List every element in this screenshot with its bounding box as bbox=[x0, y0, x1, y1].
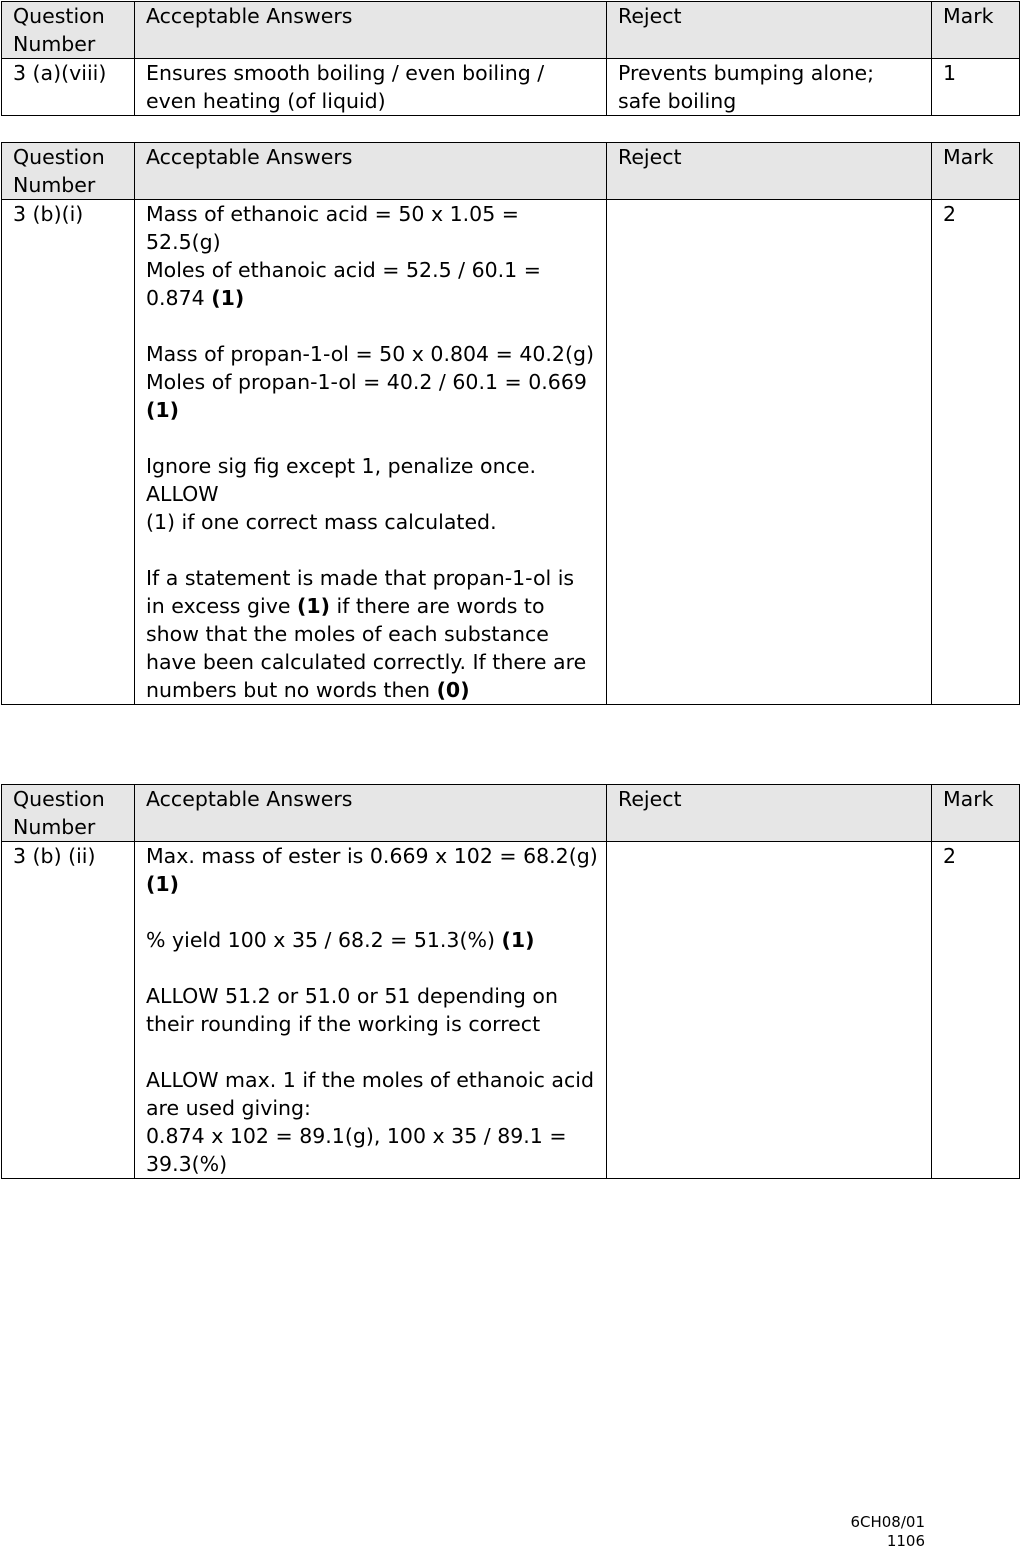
header-question-number: Question Number bbox=[2, 785, 135, 842]
mark-point: (0) bbox=[436, 678, 470, 702]
paper-code: 6CH08/01 bbox=[850, 1513, 925, 1531]
header-acceptable-answers: Acceptable Answers bbox=[135, 143, 607, 200]
answer-text: Moles of propan-1-ol = 40.2 / 60.1 = 0.669 bbox=[146, 370, 587, 394]
spacer bbox=[146, 312, 598, 340]
answer-line: (1) if one correct mass calculated. bbox=[146, 510, 497, 534]
answer-line bbox=[146, 926, 598, 954]
spacer bbox=[146, 424, 598, 452]
header-mark: Mark bbox=[932, 785, 1020, 842]
answer-line: ALLOW max. 1 if the moles of ethanoic acid are used giving: bbox=[146, 1068, 594, 1120]
reject-answer: Prevents bumping alone; safe boiling bbox=[607, 59, 932, 116]
mark-value: 2 bbox=[932, 200, 1020, 705]
header-mark: Mark bbox=[932, 2, 1020, 59]
answer-line bbox=[146, 368, 598, 424]
answer-text: Moles of ethanoic acid = 52.5 / 60.1 = 0.874 bbox=[146, 258, 541, 310]
mark-value: 2 bbox=[932, 842, 1020, 1179]
answer-text: % yield 100 x 35 / 68.2 = 51.3(%) bbox=[146, 928, 502, 952]
page-footer bbox=[850, 1513, 925, 1551]
answer-line: 0.874 x 102 = 89.1(g), 100 x 35 / 89.1 = 39.3(%) bbox=[146, 1124, 567, 1176]
markscheme-table-3a-viii bbox=[1, 1, 1020, 116]
answer-text: If a statement is made that propan-1-ol is in excess give bbox=[146, 566, 575, 618]
mark-value: 1 bbox=[932, 59, 1020, 116]
answer-line: ALLOW 51.2 or 51.0 or 51 depending on their rounding if the working is correct bbox=[146, 984, 558, 1036]
answer-line: ALLOW bbox=[146, 482, 219, 506]
markscheme-table-3b-i bbox=[1, 142, 1020, 705]
table-row bbox=[2, 59, 1020, 116]
answer-text: if there are words to show that the moles of each substance have been calculated correctly. If there are numbers but no words then bbox=[146, 594, 587, 702]
header-reject: Reject bbox=[607, 143, 932, 200]
mark-point: (1) bbox=[501, 928, 535, 952]
answer-line bbox=[146, 564, 598, 704]
header-reject: Reject bbox=[607, 2, 932, 59]
header-mark: Mark bbox=[932, 143, 1020, 200]
answer-line bbox=[146, 256, 598, 312]
header-reject: Reject bbox=[607, 785, 932, 842]
question-number: 3 (b) (ii) bbox=[2, 842, 135, 1179]
question-number: 3 (a)(viii) bbox=[2, 59, 135, 116]
header-acceptable-answers: Acceptable Answers bbox=[135, 785, 607, 842]
spacer bbox=[146, 1038, 598, 1066]
spacer bbox=[146, 954, 598, 982]
acceptable-answer: Ensures smooth boiling / even boiling / even heating (of liquid) bbox=[135, 59, 607, 116]
mark-point: (1) bbox=[296, 594, 330, 618]
answer-text: Max. mass of ester is 0.669 x 102 = 68.2(g) bbox=[146, 844, 598, 868]
header-row bbox=[2, 785, 1020, 842]
header-row bbox=[2, 2, 1020, 59]
answer-line: Mass of ethanoic acid = 50 x 1.05 = 52.5(g) bbox=[146, 202, 519, 254]
mark-point: (1) bbox=[146, 398, 180, 422]
answer-line: Mass of propan-1-ol = 50 x 0.804 = 40.2(g) bbox=[146, 342, 594, 366]
answer-line: Ignore sig fig except 1, penalize once. bbox=[146, 454, 536, 478]
page-number: 1106 bbox=[886, 1532, 925, 1550]
spacer bbox=[146, 898, 598, 926]
acceptable-answer bbox=[135, 200, 607, 705]
table-row bbox=[2, 842, 1020, 1179]
markscheme-table-3b-ii bbox=[1, 784, 1020, 1179]
spacer bbox=[146, 536, 598, 564]
question-number: 3 (b)(i) bbox=[2, 200, 135, 705]
answer-line bbox=[146, 842, 598, 898]
header-acceptable-answers: Acceptable Answers bbox=[135, 2, 607, 59]
header-row bbox=[2, 143, 1020, 200]
mark-point: (1) bbox=[146, 872, 180, 896]
table-row bbox=[2, 200, 1020, 705]
reject-answer bbox=[607, 842, 932, 1179]
mark-point: (1) bbox=[211, 286, 245, 310]
header-question-number: Question Number bbox=[2, 2, 135, 59]
reject-answer bbox=[607, 200, 932, 705]
acceptable-answer bbox=[135, 842, 607, 1179]
header-question-number: Question Number bbox=[2, 143, 135, 200]
